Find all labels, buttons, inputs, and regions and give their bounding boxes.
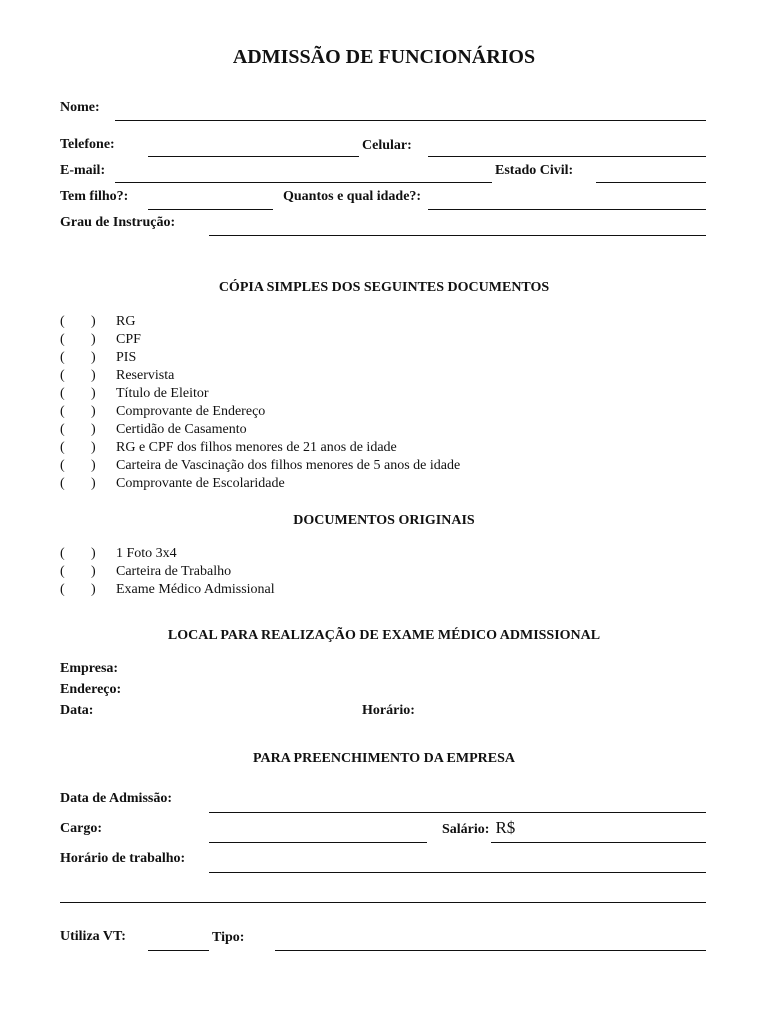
- salario-currency: R$: [495, 818, 516, 837]
- label-grau-instrucao: Grau de Instrução:: [60, 215, 176, 230]
- label-quantos: Quantos e qual idade?:: [283, 189, 422, 204]
- checkbox-close: ): [91, 368, 96, 383]
- field-data-admissao[interactable]: [209, 812, 706, 813]
- label-salario: [442, 818, 515, 838]
- checkbox-open: (: [60, 368, 65, 383]
- checklist-item-label: RG: [116, 314, 136, 329]
- label-exame-empresa: Empresa:: [60, 661, 119, 676]
- label-exame-horario: Horário:: [362, 703, 415, 718]
- checklist-item-label: CPF: [116, 332, 141, 347]
- heading-copias: CÓPIA SIMPLES DOS SEGUINTES DOCUMENTOS: [218, 280, 550, 295]
- label-tipo: Tipo:: [212, 930, 245, 945]
- checkbox-close: ): [91, 422, 96, 437]
- label-telefone: Telefone:: [60, 137, 115, 152]
- checklist-item-label: Título de Eleitor: [116, 386, 209, 401]
- field-horario-trabalho[interactable]: [209, 872, 706, 873]
- field-celular[interactable]: [428, 156, 706, 157]
- label-exame-data: Data:: [60, 703, 94, 718]
- checkbox-open: (: [60, 546, 65, 561]
- field-horario-trabalho-extra[interactable]: [60, 902, 706, 903]
- heading-exame: LOCAL PARA REALIZAÇÃO DE EXAME MÉDICO ADMISSIONAL: [167, 628, 601, 643]
- checkbox-open: (: [60, 458, 65, 473]
- field-quantos[interactable]: [428, 209, 706, 210]
- checklist-item-label: Comprovante de Escolaridade: [116, 476, 285, 491]
- checkbox-open: (: [60, 404, 65, 419]
- checkbox-open: (: [60, 476, 65, 491]
- checkbox-close: ): [91, 458, 96, 473]
- checklist-item-label: RG e CPF dos filhos menores de 21 anos de idade: [116, 440, 397, 455]
- label-estado-civil: Estado Civil:: [495, 163, 574, 178]
- checkbox-close: ): [91, 440, 96, 455]
- label-utiliza-vt: Utiliza VT:: [60, 929, 126, 944]
- checkbox-close: ): [91, 386, 96, 401]
- checklist-item-label: Comprovante de Endereço: [116, 404, 266, 419]
- field-salario[interactable]: [491, 842, 706, 843]
- field-tipo[interactable]: [275, 950, 706, 951]
- checklist-item-label: Carteira de Vascinação dos filhos menores de 5 anos de idade: [116, 458, 461, 473]
- label-data-admissao: Data de Admissão:: [60, 791, 173, 806]
- checklist-item-label: 1 Foto 3x4: [116, 546, 177, 561]
- checkbox-close: ): [91, 582, 96, 597]
- field-grau-instrucao[interactable]: [209, 235, 706, 236]
- checkbox-close: ): [91, 476, 96, 491]
- label-nome: Nome:: [60, 100, 100, 115]
- checkbox-open: (: [60, 564, 65, 579]
- checkbox-open: (: [60, 386, 65, 401]
- checkbox-close: ): [91, 314, 96, 329]
- heading-originais: DOCUMENTOS ORIGINAIS: [293, 513, 475, 528]
- label-exame-endereco: Endereço:: [60, 682, 122, 697]
- label-horario-trabalho: Horário de trabalho:: [60, 851, 186, 866]
- checkbox-open: (: [60, 440, 65, 455]
- checklist-item-label: Certidão de Casamento: [116, 422, 247, 437]
- checklist-item-label: Carteira de Trabalho: [116, 564, 232, 579]
- checkbox-close: ): [91, 350, 96, 365]
- checkbox-open: (: [60, 332, 65, 347]
- checkbox-close: ): [91, 332, 96, 347]
- field-utiliza-vt[interactable]: [148, 950, 209, 951]
- field-telefone[interactable]: [148, 156, 359, 157]
- field-email[interactable]: [115, 182, 492, 183]
- label-salario-text: Salário:: [442, 822, 490, 837]
- checkbox-open: (: [60, 422, 65, 437]
- checkbox-open: (: [60, 314, 65, 329]
- field-nome[interactable]: [115, 120, 706, 121]
- label-tem-filho: Tem filho?:: [60, 189, 129, 204]
- label-celular: Celular:: [362, 138, 412, 153]
- heading-empresa: PARA PREENCHIMENTO DA EMPRESA: [252, 751, 515, 766]
- field-estado-civil[interactable]: [596, 182, 706, 183]
- checklist-item-label: Exame Médico Admissional: [116, 582, 275, 597]
- page-title: ADMISSÃO DE FUNCIONÁRIOS: [232, 46, 536, 68]
- checkbox-close: ): [91, 564, 96, 579]
- checklist-item-label: Reservista: [116, 368, 175, 383]
- field-tem-filho[interactable]: [148, 209, 273, 210]
- checkbox-close: ): [91, 546, 96, 561]
- checkbox-close: ): [91, 404, 96, 419]
- label-email: E-mail:: [60, 163, 106, 178]
- checklist-item-label: PIS: [116, 350, 137, 365]
- field-cargo[interactable]: [209, 842, 427, 843]
- checkbox-open: (: [60, 350, 65, 365]
- label-cargo: Cargo:: [60, 821, 102, 836]
- checkbox-open: (: [60, 582, 65, 597]
